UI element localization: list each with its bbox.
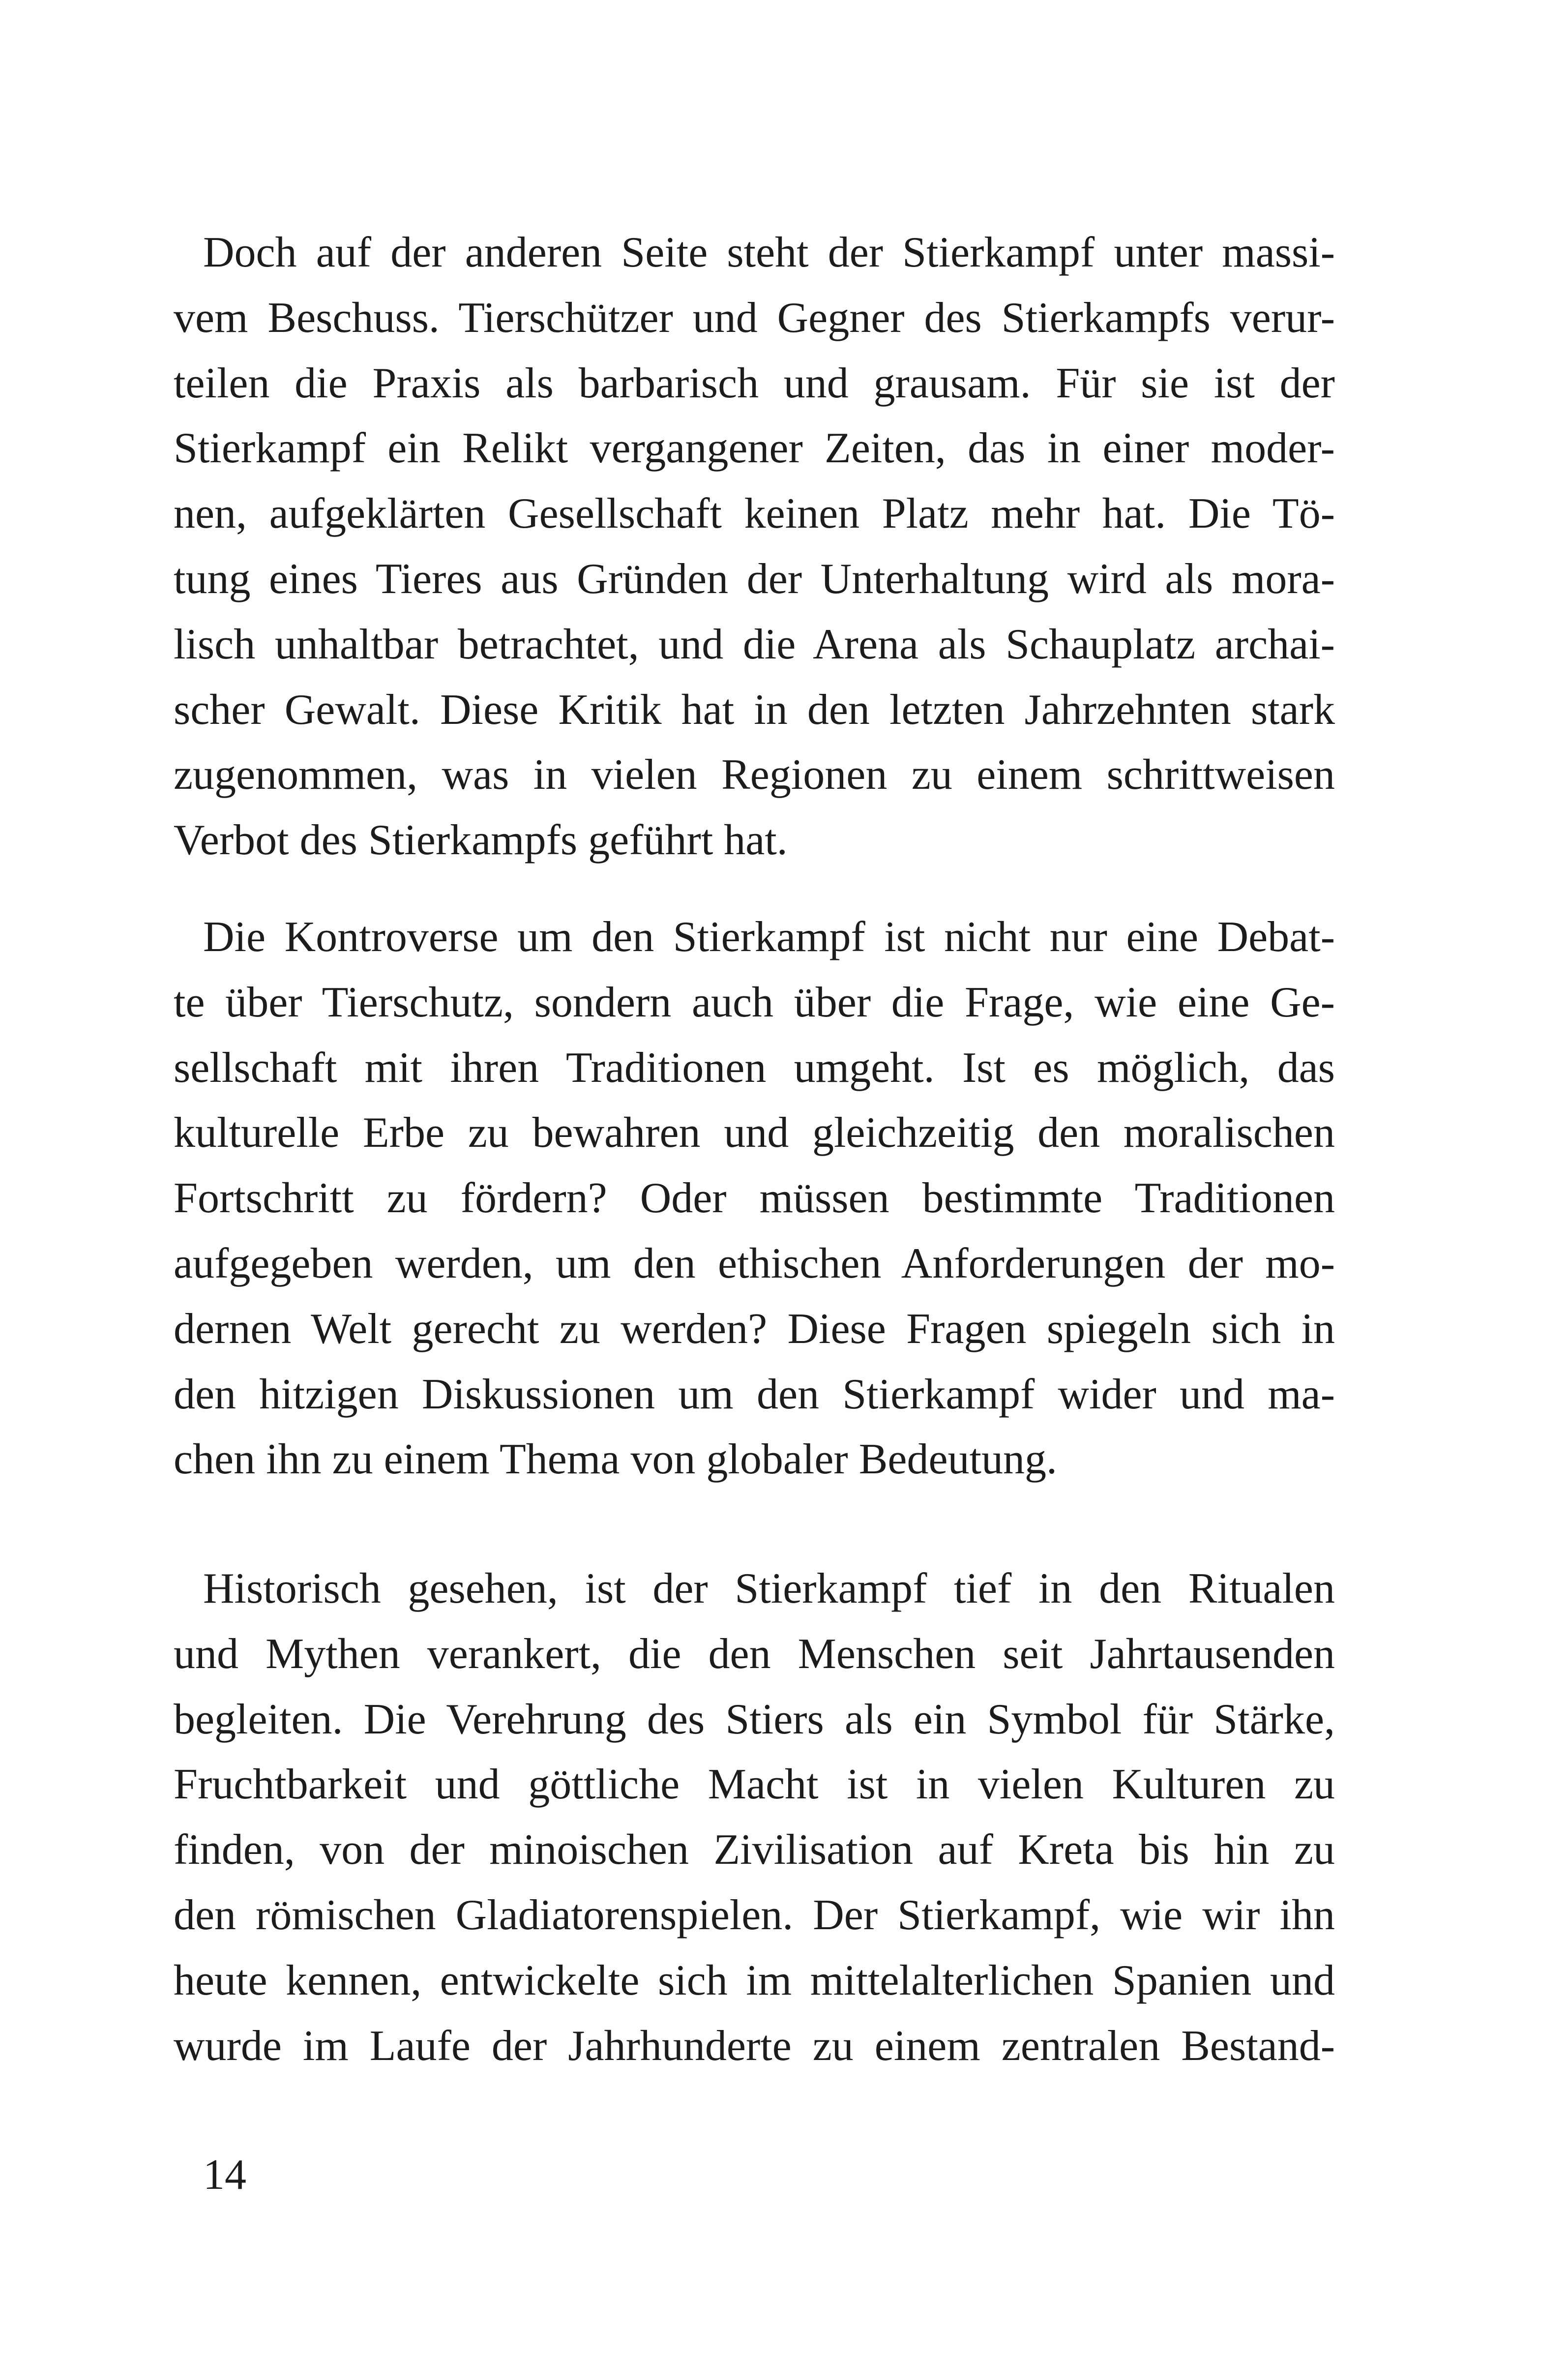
text-line: aufgegeben werden, um den ethischen Anforderungen der mo- xyxy=(174,1239,1335,1287)
text-line: Verbot des Stierkampfs geführt hat. xyxy=(174,816,788,865)
text-line: Historisch gesehen, ist der Stierkampf tief in den Ritualen xyxy=(203,1565,1335,1612)
text-line: te über Tierschutz, sondern auch über die Frage, wie eine Ge- xyxy=(174,978,1335,1026)
text-line: den hitzigen Diskussionen um den Stierkampf wider und ma- xyxy=(174,1370,1335,1418)
text-line: Die Kontroverse um den Stierkampf ist nicht nur eine Debat- xyxy=(203,913,1335,961)
paragraph-2 xyxy=(174,905,1335,1492)
text-line: den römischen Gladiatorenspielen. Der Stierkampf, wie wir ihn xyxy=(174,1891,1335,1939)
text-line: Stierkampf ein Relikt vergangener Zeiten, das in einer moder- xyxy=(174,424,1335,473)
text-line: Fruchtbarkeit und göttliche Macht ist in vielen Kulturen zu xyxy=(174,1761,1335,1809)
paragraph-3 xyxy=(174,1556,1335,2079)
text-line: teilen die Praxis als barbarisch und grausam. Für sie ist der xyxy=(174,359,1335,407)
text-line: Doch auf der anderen Seite steht der Stierkampf unter massi- xyxy=(203,229,1335,276)
text-line: scher Gewalt. Diese Kritik hat in den letzten Jahrzehnten stark xyxy=(174,686,1335,734)
text-line: heute kennen, entwickelte sich im mittelalterlichen Spanien und xyxy=(174,1956,1335,2004)
text-line: finden, von der minoischen Zivilisation auf Kreta bis hin zu xyxy=(174,1826,1335,1874)
text-line: begleiten. Die Verehrung des Stiers als ein Symbol für Stärke, xyxy=(174,1695,1335,1743)
text-line: dernen Welt gerecht zu werden? Diese Fragen spiegeln sich in xyxy=(174,1305,1335,1353)
text-line: vem Beschuss. Tierschützer und Gegner des Stierkampfs verur- xyxy=(174,294,1335,342)
page-number: 14 xyxy=(203,2151,246,2199)
text-line: sellschaft mit ihren Traditionen umgeht. Ist es möglich, das xyxy=(174,1044,1335,1092)
text-line: und Mythen verankert, die den Menschen seit Jahrtausenden xyxy=(174,1630,1335,1678)
text-line: zugenommen, was in vielen Regionen zu einem schrittweisen xyxy=(174,751,1335,799)
text-line: Fortschritt zu fördern? Oder müssen bestimmte Traditionen xyxy=(174,1174,1335,1223)
text-line: nen, aufgeklärten Gesellschaft keinen Platz mehr hat. Die Tö- xyxy=(174,490,1335,538)
text-line: tung eines Tieres aus Gründen der Unterhaltung wird als mora- xyxy=(174,555,1335,603)
paragraph-1 xyxy=(174,220,1335,873)
text-line: wurde im Laufe der Jahrhunderte zu einem zentralen Bestand- xyxy=(174,2022,1335,2070)
text-line: chen ihn zu einem Thema von globaler Bedeutung. xyxy=(174,1435,1057,1484)
text-line: kulturelle Erbe zu bewahren und gleichzeitig den moralischen xyxy=(174,1109,1335,1157)
text-line: lisch unhaltbar betrachtet, und die Arena als Schauplatz archai- xyxy=(174,620,1335,668)
